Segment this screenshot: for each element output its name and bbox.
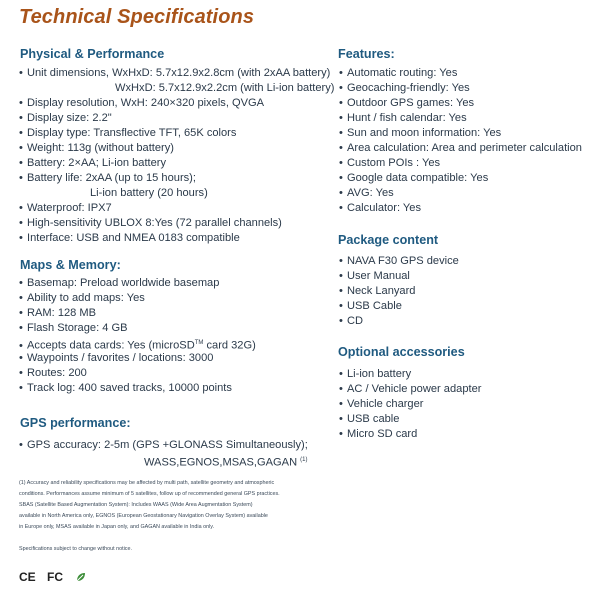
disclaimer: Specifications subject to change without notice. [19,546,132,552]
feature-item: • Calculator: Yes [339,202,422,214]
spec-battery-life-cont: Li-ion battery (20 hours) [90,187,208,199]
feature-item: • Geocaching-friendly: Yes [339,82,470,94]
spec-sensitivity: • High-sensitivity UBLOX 8:Yes (72 parallel channels) [19,217,282,229]
maps-heading: Maps & Memory: [20,258,121,272]
feature-item: • Hunt / fish calendar: Yes [339,112,467,124]
spec-gps-accuracy: • GPS accuracy: 2-5m (GPS +GLONASS Simultaneously); [19,439,308,451]
spec-display-size: • Display size: 2.2" [19,112,112,124]
spec-weight: • Weight: 113g (without battery) [19,142,174,154]
ce-mark-icon: CE [19,570,36,584]
spec-add-maps: • Ability to add maps: Yes [19,292,145,304]
accessories-heading: Optional accessories [338,345,465,359]
package-item: • CD [339,315,364,327]
footnote-line-3: SBAS (Satellite Based Augmentation System): Includes WAAS (Wide Area Augmentation System) [19,502,253,508]
features-heading: Features: [338,47,395,61]
footnote-line-2: conditions. Performances assume minimum of 5 satellites, follow up of recommended general GPS practices. [19,491,280,497]
spec-display-type: • Display type: Transflective TFT, 65K colors [19,127,237,139]
spec-display-resolution: • Display resolution, WxH: 240×320 pixels, QVGA [19,97,265,109]
feature-item: • Outdoor GPS games: Yes [339,97,475,109]
accessory-item: • AC / Vehicle power adapter [339,383,482,395]
spec-unit-dimensions-cont: WxHxD: 5.7x12.9x2.2cm (with Li-ion battery) [115,82,335,94]
feature-item: • Automatic routing: Yes [339,67,458,79]
spec-flash: • Flash Storage: 4 GB [19,322,128,334]
spec-ram: • RAM: 128 MB [19,307,97,319]
footnote-line-4: available in North America only, EGNOS (European Geostationary Navigation Overlay System) available [19,513,268,519]
spec-tracklog: • Track log: 400 saved tracks, 10000 points [19,382,232,394]
spec-battery-life: • Battery life: 2xAA (up to 15 hours); [19,172,196,184]
physical-heading: Physical & Performance [20,47,165,61]
package-item: • NAVA F30 GPS device [339,255,459,267]
spec-interface: • Interface: USB and NMEA 0183 compatible [19,232,240,244]
footnote-line-1: (1) Accuracy and reliability specifications may be affected by multi path, satellite geometry and atmospheric [19,480,275,486]
spec-battery: • Battery: 2×AA; Li-ion battery [19,157,167,169]
package-heading: Package content [338,233,439,247]
spec-routes: • Routes: 200 [19,367,87,379]
footnote-line-5: in Europe only, MSAS available in Japan only, and GAGAN available in India only. [19,524,215,530]
feature-item: • Sun and moon information: Yes [339,127,502,139]
accessory-item: • Micro SD card [339,428,418,440]
accessory-item: • Li-ion battery [339,368,412,380]
feature-item: • Google data compatible: Yes [339,172,489,184]
feature-item: • AVG: Yes [339,187,394,199]
recycle-leaf-icon [75,571,87,586]
spec-basemap: • Basemap: Preload worldwide basemap [19,277,220,289]
spec-waypoints: • Waypoints / favorites / locations: 3000 [19,352,214,364]
package-item: • USB Cable [339,300,402,312]
spec-data-cards: • Accepts data cards: Yes (microSD™ card 32G) [19,339,256,352]
package-item: • Neck Lanyard [339,285,416,297]
package-item: • User Manual [339,270,410,282]
spec-gps-accuracy-cont: WASS,EGNOS,MSAS,GAGAN $^{(1)}$ [144,456,308,469]
accessory-item: • USB cable [339,413,400,425]
page-title: Technical Specifications [19,6,255,28]
spec-unit-dimensions: • Unit dimensions, WxHxD: 5.7x12.9x2.8cm (with 2xAA battery) [19,67,331,79]
spec-waterproof: • Waterproof: IPX7 [19,202,112,214]
gps-heading: GPS performance: [20,416,131,430]
fcc-mark-icon: FC [47,570,63,584]
feature-item: • Area calculation: Area and perimeter calculation [339,142,582,154]
feature-item: • Custom POIs : Yes [339,157,441,169]
accessory-item: • Vehicle charger [339,398,424,410]
